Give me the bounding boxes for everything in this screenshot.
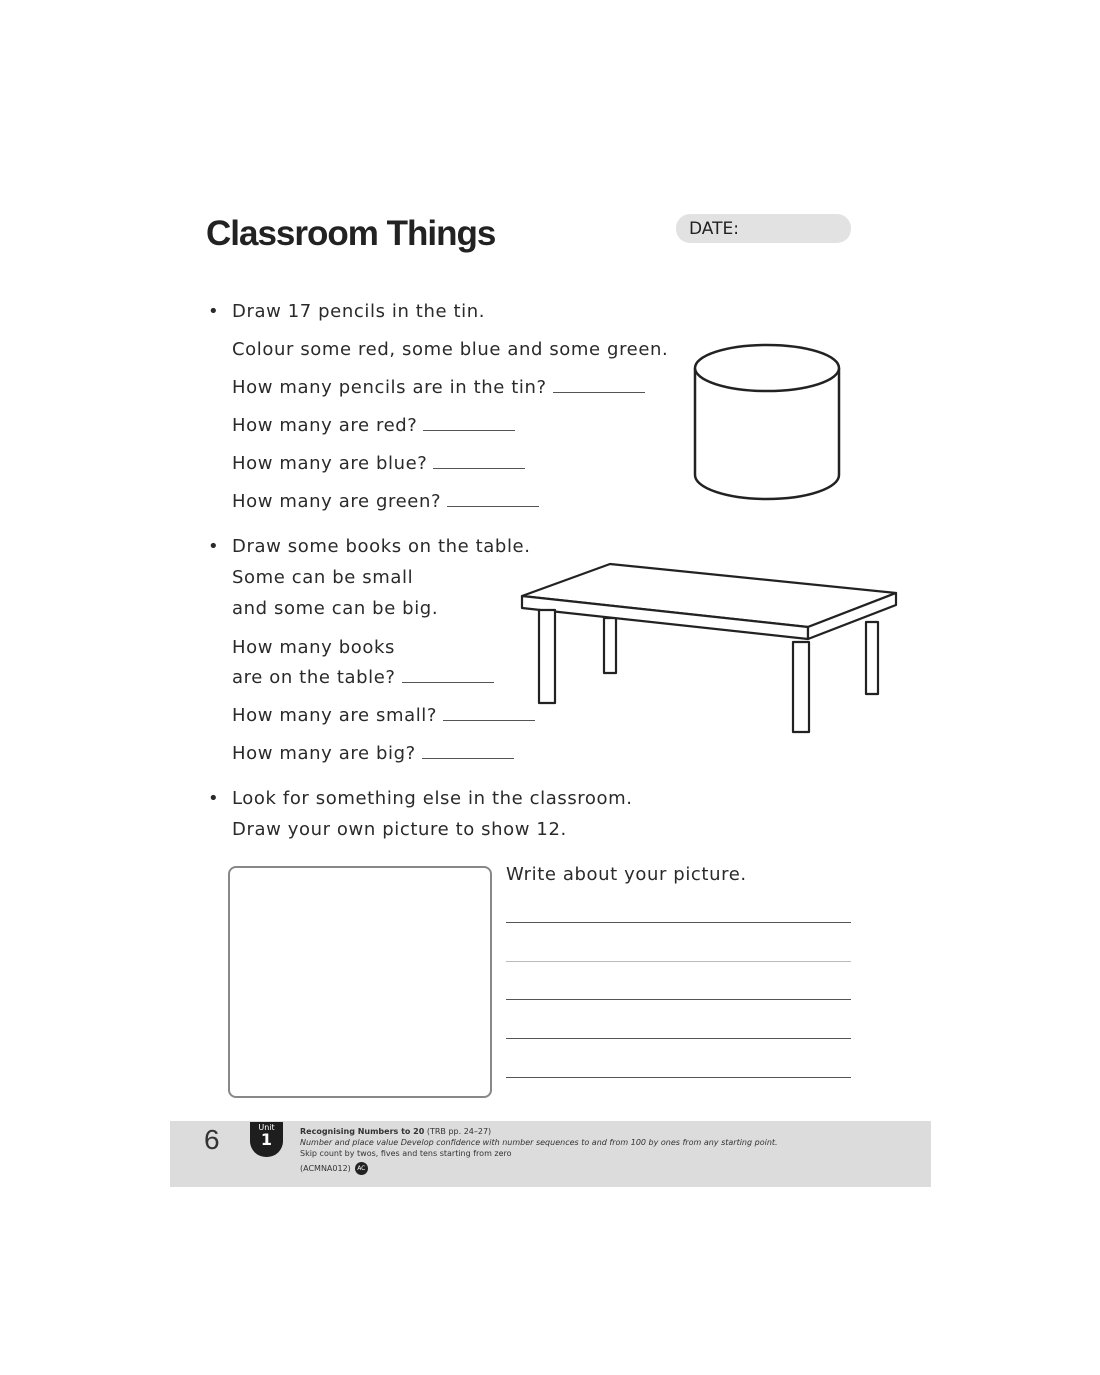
unit-number: 1 [260,1130,273,1149]
bullet-2: • [208,536,219,557]
question-pencils-total [232,377,645,398]
instruction-books: Draw some books on the table. [232,536,531,557]
question-green [232,491,539,512]
topic-ref: (TRB pp. 24–27) [426,1127,492,1136]
curriculum-code: (ACMNA012) [300,1164,351,1173]
table-illustration[interactable] [515,560,900,740]
question-small [232,705,535,726]
question-text: How many are big? [232,743,416,764]
bullet-3: • [208,788,219,809]
answer-blank[interactable] [422,757,514,759]
unit-badge [250,1122,283,1157]
answer-blank[interactable] [402,681,494,683]
instruction-big: and some can be big. [232,598,439,619]
footer-topic [300,1127,491,1136]
writing-line-5[interactable] [506,1077,851,1078]
answer-blank[interactable] [433,467,525,469]
footer-bar [170,1121,931,1187]
write-prompt: Write about your picture. [506,864,747,885]
writing-line-3[interactable] [506,999,851,1000]
question-red [232,415,515,436]
page-number: 6 [204,1124,220,1155]
footer-code-row [300,1162,368,1175]
question-text: How many are red? [232,415,418,436]
answer-blank[interactable] [447,505,539,507]
writing-line-2[interactable] [506,961,851,962]
question-text: are on the table? [232,667,396,688]
date-label: DATE: [689,219,739,239]
drawing-box[interactable] [228,866,492,1098]
question-text: How many are blue? [232,453,428,474]
question-text: How many are green? [232,491,442,512]
instruction-small: Some can be small [232,567,414,588]
tin-illustration[interactable] [690,340,845,505]
answer-blank[interactable] [553,391,645,393]
instruction-colour: Colour some red, some blue and some green. [232,339,669,360]
writing-line-4[interactable] [506,1038,851,1039]
question-text: How many are small? [232,705,438,726]
unit-word: Unit [258,1123,275,1132]
question-text: How many pencils are in the tin? [232,377,547,398]
answer-blank[interactable] [423,429,515,431]
ac-logo-icon: AC [355,1162,368,1175]
writing-line-1[interactable] [506,922,851,923]
bullet-1: • [208,301,219,322]
page-title: Classroom Things [206,214,496,253]
question-big [232,743,514,764]
question-books-line1: How many books [232,637,395,658]
topic-title: Recognising Numbers to 20 [300,1127,425,1136]
instruction-draw-12: Draw your own picture to show 12. [232,819,567,840]
instruction-pencils: Draw 17 pencils in the tin. [232,301,486,322]
question-blue [232,453,525,474]
footer-desc-1: Number and place value Develop confidence with number sequences to and from 100 by ones from any starting point. [300,1138,778,1147]
instruction-look: Look for something else in the classroom. [232,788,633,809]
question-books-total [232,667,494,688]
footer-desc-2: Skip count by twos, fives and tens starting from zero [300,1149,512,1158]
